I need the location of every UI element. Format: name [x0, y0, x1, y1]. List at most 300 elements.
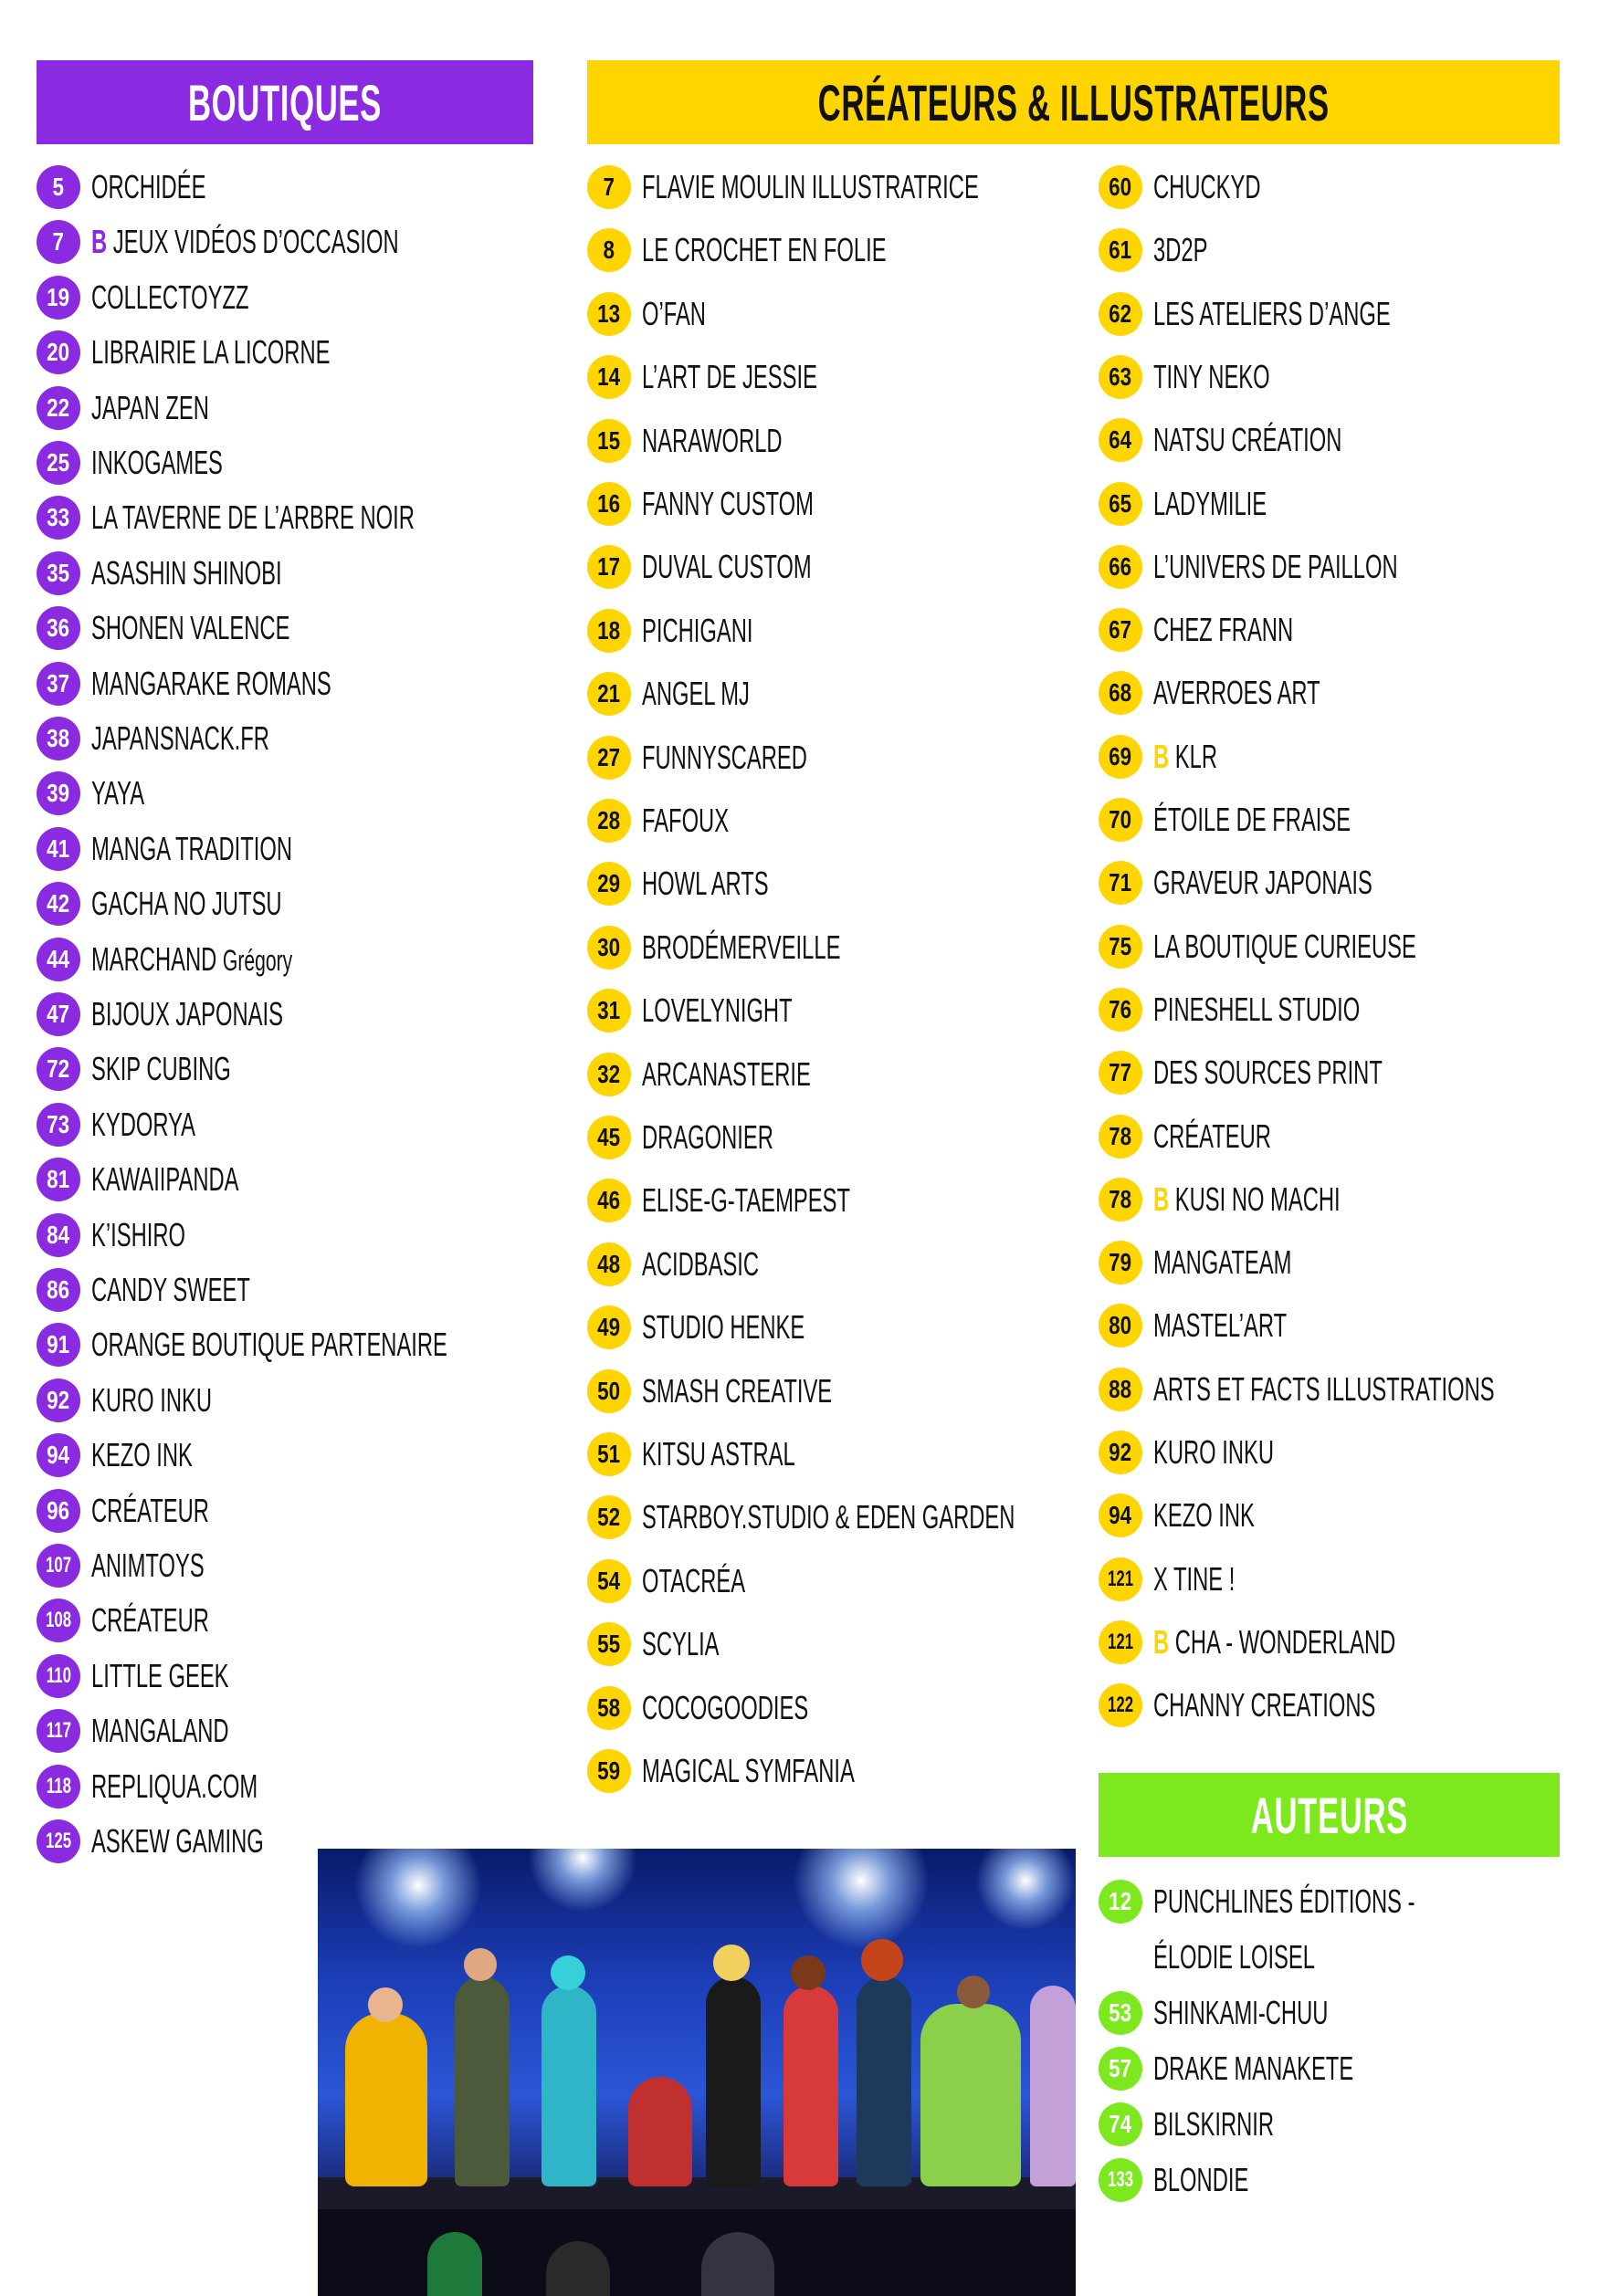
- stand-number-badge: [1099, 671, 1142, 715]
- exhibitor-name: L’ART DE JESSIE: [642, 358, 817, 396]
- exhibitor-name: PICHIGANI: [642, 611, 753, 649]
- exhibitor-name: FANNY CUSTOM: [642, 485, 814, 522]
- stand-number-badge: [37, 606, 80, 650]
- stand-number: 94: [1109, 1501, 1132, 1530]
- exhibitor-label: [91, 1601, 209, 1640]
- exhibitor-name: CANDY SWEET: [91, 1271, 250, 1308]
- exhibitor-name: DUVAL CUSTOM: [642, 548, 812, 586]
- list-item-pichigani: [587, 608, 810, 654]
- exhibitor-name: L’UNIVERS DE PAILLON: [1153, 547, 1398, 585]
- list-item-cocogoodies: [587, 1685, 894, 1731]
- list-item-studio-henke: [587, 1305, 889, 1350]
- stand-number: 78: [1109, 1184, 1132, 1213]
- exhibitor-label: [91, 1326, 447, 1364]
- stand-number: 47: [47, 1000, 70, 1028]
- list-item-createur: [37, 1488, 269, 1534]
- createurs-header: [587, 60, 1560, 144]
- exhibitor-name: LE CROCHET EN FOLIE: [642, 231, 887, 269]
- exhibitor-name: KEZO INK: [1153, 1496, 1255, 1535]
- exhibitor-label: [91, 1216, 185, 1254]
- exhibitor-label: [91, 1271, 250, 1309]
- auteurs-title: AUTEURS: [1250, 1786, 1408, 1844]
- stand-number: 81: [47, 1165, 70, 1194]
- exhibitor-label: [91, 498, 415, 537]
- stand-number: 108: [45, 1608, 72, 1633]
- stand-number-badge: [1099, 1683, 1142, 1727]
- exhibitor-name: JAPAN ZEN: [91, 388, 209, 426]
- exhibitor-label: [642, 1752, 855, 1790]
- list-item-collectoyzz: [37, 275, 330, 320]
- stand-number: 44: [47, 944, 70, 973]
- exhibitor-name: GRAVEUR JAPONAIS: [1153, 864, 1372, 902]
- exhibitor-label: [1153, 611, 1293, 649]
- stand-number: 36: [47, 613, 70, 643]
- exhibitor-name: LA BOUTIQUE CURIEUSE: [1153, 927, 1416, 965]
- list-item-shinkami-chuu: [1099, 1990, 1418, 2036]
- stand-number: 57: [1109, 2054, 1132, 2082]
- stand-number: 65: [1109, 488, 1132, 518]
- stand-number-badge: [37, 276, 80, 320]
- stand-number: 70: [1109, 805, 1132, 833]
- stand-number: 48: [597, 1249, 621, 1278]
- stand-number-badge: [37, 938, 80, 981]
- list-item-kydorya: [37, 1102, 249, 1148]
- stand-number-badge: [1099, 545, 1142, 589]
- exhibitor-name: LOVELYNIGHT: [642, 991, 793, 1030]
- exhibitor-label: [642, 231, 887, 269]
- stand-number: 51: [597, 1440, 621, 1468]
- exhibitor-label: [1153, 421, 1341, 459]
- stand-number: 64: [1109, 425, 1132, 455]
- list-item-natsu-creation: [1099, 417, 1439, 463]
- stand-number-badge: [587, 1686, 631, 1730]
- list-item-mangaland: [37, 1708, 300, 1754]
- exhibitor-name: KURO INKU: [1153, 1433, 1275, 1471]
- list-item-o-fan: [587, 291, 739, 337]
- exhibitor-name: ANIMTOYS: [91, 1546, 205, 1584]
- stand-number: 53: [1109, 1998, 1132, 2027]
- createurs-title: CRÉATEURS & ILLUSTRATEURS: [817, 73, 1330, 131]
- stand-number-badge: [587, 1305, 631, 1349]
- list-item-channy-creations: [1099, 1683, 1490, 1728]
- stand-number-badge: [587, 1116, 631, 1159]
- list-item-l-univers-de-paillon: [1099, 544, 1523, 590]
- list-item-japan-zen: [37, 385, 269, 431]
- stand-number: 52: [597, 1503, 621, 1532]
- exhibitor-name: KITSU ASTRAL: [642, 1435, 795, 1473]
- exhibitor-label: [642, 1055, 811, 1094]
- exhibitor-name: COLLECTOYZZ: [91, 278, 249, 316]
- stand-number: 74: [1109, 2110, 1132, 2138]
- list-item-continuation: [1099, 1934, 1398, 1980]
- list-item-cha-wonderland: [1099, 1620, 1520, 1665]
- stand-number: 96: [47, 1495, 70, 1525]
- list-item-skip-cubing: [37, 1046, 302, 1092]
- exhibitor-name: LITTLE GEEK: [91, 1656, 229, 1694]
- cosplay-stage-photo: [318, 1849, 1076, 2296]
- exhibitor-label: [91, 609, 289, 647]
- exhibitor-label: [91, 940, 292, 979]
- exhibitor-label: [642, 991, 793, 1030]
- exhibitor-label: [642, 739, 807, 777]
- stand-number-badge: [587, 419, 631, 463]
- stand-number-badge: [587, 165, 631, 209]
- exhibitor-name: K’ISHIRO: [91, 1215, 185, 1253]
- exhibitor-name: GACHA NO JUTSU: [91, 885, 282, 923]
- stand-number-badge: [37, 1379, 80, 1422]
- booth-tag: B: [1153, 737, 1170, 775]
- exhibitor-label: [91, 1436, 193, 1474]
- exhibitor-label: [1153, 928, 1416, 966]
- exhibitor-label: [1153, 231, 1207, 269]
- exhibitor-label: [1153, 295, 1391, 333]
- exhibitor-name: FUNNYSCARED: [642, 738, 807, 776]
- list-item-candy-sweet: [37, 1267, 331, 1313]
- stand-number: 8: [603, 236, 615, 265]
- exhibitor-label: [91, 665, 331, 703]
- stand-number-badge: [587, 545, 631, 589]
- stand-number-badge: [587, 228, 631, 272]
- exhibitor-name: MAGICAL SYMFANIA: [642, 1752, 855, 1789]
- exhibitor-label: [91, 1657, 229, 1695]
- stand-number-badge: [1099, 1304, 1142, 1347]
- stand-number: 125: [45, 1829, 72, 1853]
- stand-number: 67: [1109, 615, 1132, 645]
- exhibitor-label: [91, 1106, 195, 1144]
- exhibitor-label: [91, 1160, 239, 1199]
- exhibitor-label: [1153, 1496, 1255, 1535]
- list-item-askew-gaming: [37, 1819, 352, 1864]
- exhibitor-name: PINESHELL STUDIO: [1153, 990, 1361, 1028]
- exhibitor-label: [642, 1498, 1015, 1536]
- list-item-kusi-no-machi: [1099, 1177, 1436, 1222]
- stand-number-badge: [1099, 1880, 1142, 1924]
- stand-number-badge: [587, 1053, 631, 1096]
- exhibitor-label: [642, 802, 729, 840]
- list-item-arcanasterie: [587, 1052, 898, 1097]
- exhibitor-label: [1153, 485, 1267, 523]
- exhibitor-label: [642, 1689, 808, 1727]
- stand-number: 14: [597, 362, 621, 392]
- stand-number: 7: [603, 173, 615, 201]
- exhibitor-name: KUSI NO MACHI: [1174, 1179, 1341, 1218]
- list-item-mastel-art: [1099, 1303, 1355, 1348]
- stand-number-badge: [37, 771, 80, 815]
- exhibitor-name: ASKEW GAMING: [91, 1822, 264, 1860]
- exhibitor-label: [91, 1822, 264, 1861]
- list-item-averroes-art: [1099, 670, 1406, 716]
- list-item-animtoys: [37, 1543, 262, 1588]
- stand-number: 92: [1109, 1438, 1132, 1466]
- stand-number: 122: [1107, 1693, 1134, 1718]
- stand-number-badge: [1099, 798, 1142, 842]
- exhibitor-label: [1153, 1054, 1383, 1092]
- stand-number: 55: [597, 1630, 621, 1659]
- exhibitor-name: LA TAVERNE DE L’ARBRE NOIR: [91, 498, 415, 537]
- exhibitor-name: ORCHIDÉE: [91, 168, 206, 205]
- stand-number-badge: [37, 386, 80, 430]
- exhibitor-label: [1153, 2050, 1353, 2088]
- list-item-dragonier: [587, 1115, 841, 1160]
- exhibitor-label: [642, 865, 769, 903]
- exhibitor-label: [642, 1435, 795, 1473]
- exhibitor-name: ELISE-G-TAEMPEST: [642, 1181, 850, 1220]
- stand-number: 84: [47, 1220, 70, 1249]
- stand-number-badge: [1099, 1991, 1142, 2035]
- list-item-smash-creative: [587, 1368, 930, 1414]
- exhibitor-label: [1153, 674, 1320, 712]
- stand-number-badge: [587, 1242, 631, 1286]
- exhibitor-name: CHEZ FRANN: [1153, 611, 1294, 649]
- stand-number-badge: [587, 736, 631, 780]
- list-item-howl-arts: [587, 861, 834, 907]
- exhibitor-name: KEZO INK: [91, 1436, 193, 1474]
- exhibitor-label: [1153, 738, 1217, 776]
- stand-number: 71: [1109, 868, 1132, 897]
- stand-number-badge: [37, 1819, 80, 1863]
- stand-number-badge: [37, 1047, 80, 1091]
- stand-number: 92: [47, 1385, 70, 1414]
- stand-number-badge: [587, 1749, 631, 1793]
- exhibitor-name: KURO INKU: [91, 1380, 213, 1419]
- exhibitor-label: [91, 223, 399, 261]
- stand-number-badge: [1099, 2047, 1142, 2091]
- stand-number: 45: [597, 1123, 621, 1151]
- stand-number: 68: [1109, 678, 1132, 708]
- exhibitor-name: ACIDBASIC: [642, 1244, 760, 1283]
- exhibitor-name: MASTEL’ART: [1153, 1306, 1288, 1345]
- exhibitor-name: SHONEN VALENCE: [91, 609, 290, 647]
- stand-number-badge: [37, 882, 80, 926]
- exhibitor-name: SHINKAMI-CHUU: [1153, 1994, 1329, 2031]
- exhibitor-name: SCYLIA: [642, 1625, 720, 1663]
- exhibitor-name: MANGA TRADITION: [91, 829, 293, 867]
- stand-number: 17: [597, 552, 621, 582]
- exhibitor-name: ARTS ET FACTS ILLUSTRATIONS: [1153, 1369, 1495, 1408]
- list-item-scylia: [587, 1621, 759, 1667]
- stand-number-badge: [1099, 1557, 1142, 1601]
- exhibitor-label: [642, 422, 783, 460]
- exhibitor-label: [1153, 2105, 1274, 2144]
- exhibitor-name: SKIP CUBING: [91, 1050, 231, 1088]
- list-item-mangarake-romans: [37, 661, 455, 707]
- stand-number: 69: [1109, 741, 1132, 771]
- exhibitor-label: [642, 168, 979, 206]
- stand-number-badge: [1099, 861, 1142, 905]
- list-item-fanny-custom: [587, 481, 902, 527]
- exhibitor-label: [1153, 1686, 1375, 1725]
- stand-number: 121: [1107, 1566, 1134, 1591]
- stand-number-badge: [37, 827, 80, 871]
- list-item-japansnack-fr: [37, 716, 361, 761]
- stand-number: 41: [47, 833, 70, 863]
- exhibitor-name: JEUX VIDÉOS D’OCCASION: [112, 223, 399, 261]
- stand-number: 86: [47, 1275, 70, 1304]
- list-item-arts-et-facts-illustrations: [1099, 1367, 1609, 1412]
- exhibitor-name: BIJOUX JAPONAIS: [91, 995, 283, 1033]
- booth-tag: B: [1153, 1179, 1170, 1218]
- exhibitor-label: [1153, 1306, 1287, 1345]
- stand-number: 77: [1109, 1058, 1132, 1087]
- exhibitor-label: [91, 885, 282, 923]
- list-item-chuckyd: [1099, 164, 1316, 210]
- boutiques-list: [37, 164, 548, 1862]
- stand-number: 110: [46, 1662, 71, 1688]
- exhibitor-name: STARBOY.STUDIO & EDEN GARDEN: [642, 1498, 1015, 1536]
- exhibitor-label: [1153, 1180, 1341, 1219]
- list-item-jeux-videos-d-occasion: [37, 219, 557, 265]
- exhibitor-name: CRÉATEUR: [1153, 1117, 1271, 1155]
- list-item-flavie-moulin-illustratrice: [587, 164, 1152, 210]
- exhibitor-label: [1153, 1623, 1395, 1662]
- exhibitor-name: STUDIO HENKE: [642, 1308, 805, 1347]
- stand-number: 133: [1107, 2167, 1134, 2192]
- exhibitor-name: KLR: [1174, 737, 1217, 775]
- list-item-createur: [1099, 1114, 1331, 1159]
- exhibitor-name: JAPANSNACK.FR: [91, 719, 269, 757]
- exhibitor-label: [91, 278, 249, 317]
- stand-number-badge: [37, 1765, 80, 1808]
- stand-number: 7: [52, 227, 65, 257]
- stand-number-badge: [37, 717, 80, 760]
- stand-number-badge: [587, 799, 631, 843]
- list-item-orange-boutique-partenaire: [37, 1322, 631, 1368]
- stand-number: 62: [1109, 299, 1132, 328]
- stand-number-badge: [1099, 165, 1142, 209]
- exhibitor-label: [642, 928, 840, 967]
- list-item-createur: [37, 1598, 269, 1643]
- stand-number: 72: [47, 1054, 70, 1084]
- stand-number: 39: [47, 779, 70, 808]
- exhibitor-name: MANGALAND: [91, 1712, 229, 1750]
- list-item-asashin-shinobi: [37, 550, 380, 596]
- exhibitor-label: [642, 1625, 720, 1663]
- exhibitor-label: [642, 1308, 804, 1347]
- stand-number-badge: [1099, 735, 1142, 779]
- stand-number: 79: [1109, 1248, 1132, 1277]
- stand-number: 59: [597, 1756, 621, 1785]
- exhibitor-name: DRAGONIER: [642, 1118, 773, 1156]
- stand-number: 32: [597, 1059, 621, 1088]
- stand-number: 27: [597, 742, 621, 771]
- stand-number-badge: [587, 1622, 631, 1666]
- exhibitor-name: LES ATELIERS D’ANGE: [1153, 294, 1391, 332]
- list-item-kawaiipanda: [37, 1157, 315, 1202]
- list-item-acidbasic: [587, 1242, 819, 1287]
- exhibitor-label: [91, 719, 269, 758]
- stand-number: 20: [47, 338, 70, 367]
- stand-number-badge: [1099, 1368, 1142, 1411]
- list-item-shonen-valence: [37, 605, 392, 651]
- exhibitor-label: [642, 675, 750, 713]
- exhibitor-label: [1153, 1433, 1274, 1472]
- exhibitor-name: SMASH CREATIVE: [642, 1371, 833, 1410]
- exhibitor-label: [642, 485, 814, 523]
- stand-number-badge: [37, 1654, 80, 1698]
- list-item-marchand: [37, 937, 396, 982]
- stand-number-badge: [587, 1495, 631, 1539]
- exhibitor-name: INKOGAMES: [91, 444, 223, 481]
- exhibitor-label: [642, 612, 752, 650]
- exhibitor-label: [642, 295, 706, 333]
- exhibitor-name: KYDORYA: [91, 1105, 196, 1143]
- exhibitor-label: [642, 1245, 759, 1284]
- list-item-orchidee: [37, 164, 265, 210]
- stand-number-badge: [37, 441, 80, 485]
- exhibitor-label: [91, 333, 330, 372]
- list-item-elise-g-taempest: [587, 1178, 957, 1223]
- exhibitor-label: [1153, 1117, 1271, 1156]
- stand-number: 35: [47, 558, 70, 587]
- exhibitor-name: ORANGE BOUTIQUE PARTENAIRE: [91, 1326, 447, 1364]
- exhibitor-name: TINY NEKO: [1153, 357, 1270, 395]
- exhibitor-name-line-2: ÉLODIE LOISEL: [1153, 1938, 1315, 1976]
- stand-number-badge: [37, 165, 80, 209]
- list-item-manga-tradition: [37, 826, 395, 872]
- exhibitor-label: [91, 554, 282, 592]
- exhibitor-name: KAWAIIPANDA: [91, 1160, 239, 1199]
- stand-number: 38: [47, 724, 70, 752]
- stand-number-badge: [37, 1599, 80, 1642]
- list-item-ladymilie: [1099, 481, 1325, 527]
- stand-number: 61: [1109, 236, 1132, 265]
- stand-number-badge: [37, 1544, 80, 1588]
- exhibitor-name: AVERROES ART: [1153, 674, 1320, 712]
- list-item-3d2p: [1099, 227, 1236, 273]
- stand-number-badge: [587, 1369, 631, 1413]
- list-item-tiny-neko: [1099, 354, 1330, 400]
- exhibitor-name: LIBRAIRIE LA LICORNE: [91, 333, 331, 372]
- exhibitor-label: [1153, 1882, 1414, 1921]
- stand-number: 88: [1109, 1374, 1132, 1403]
- list-item-bijoux-japonais: [37, 991, 382, 1037]
- stand-number-badge: [1099, 1178, 1142, 1221]
- stand-number: 16: [597, 489, 621, 518]
- exhibitor-name: DRAKE MANAKETE: [1153, 2050, 1354, 2087]
- stand-number: 121: [1107, 1629, 1134, 1654]
- list-item-inkogames: [37, 440, 290, 486]
- stand-number: 22: [47, 393, 70, 422]
- stand-number: 18: [597, 615, 621, 645]
- exhibitor-name: NATSU CRÉATION: [1153, 421, 1342, 459]
- list-item-little-geek: [37, 1653, 300, 1699]
- exhibitor-label: [1153, 991, 1360, 1029]
- exhibitor-name: HOWL ARTS: [642, 865, 769, 903]
- exhibitor-label: [91, 1381, 212, 1420]
- exhibitor-label: [91, 995, 283, 1033]
- exhibitor-name: O’FAN: [642, 294, 706, 332]
- exhibitor-name: ARCANASTERIE: [642, 1054, 811, 1093]
- stand-number-badge: [1099, 418, 1142, 462]
- stand-number: 118: [46, 1773, 71, 1798]
- stand-number: 37: [47, 668, 70, 697]
- exhibitor-name: FLAVIE MOULIN ILLUSTRATRICE: [642, 168, 979, 205]
- boutiques-title: BOUTIQUES: [187, 73, 382, 131]
- stand-number: 49: [597, 1313, 621, 1342]
- stand-number-badge: [587, 609, 631, 653]
- exhibitor-name: NARAWORLD: [642, 421, 783, 459]
- stand-number: 46: [597, 1186, 621, 1215]
- exhibitor-label: [1153, 1370, 1495, 1409]
- exhibitor-name: MARCHAND: [91, 939, 217, 978]
- list-item-la-taverne-de-l-arbre-noir: [37, 495, 581, 540]
- stand-number-badge: [37, 1489, 80, 1533]
- stand-number: 58: [597, 1693, 621, 1722]
- stand-number-badge: [1099, 482, 1142, 526]
- exhibitor-label: [91, 830, 292, 868]
- exhibitor-label: [91, 1767, 258, 1806]
- exhibitor-label: [91, 1050, 231, 1088]
